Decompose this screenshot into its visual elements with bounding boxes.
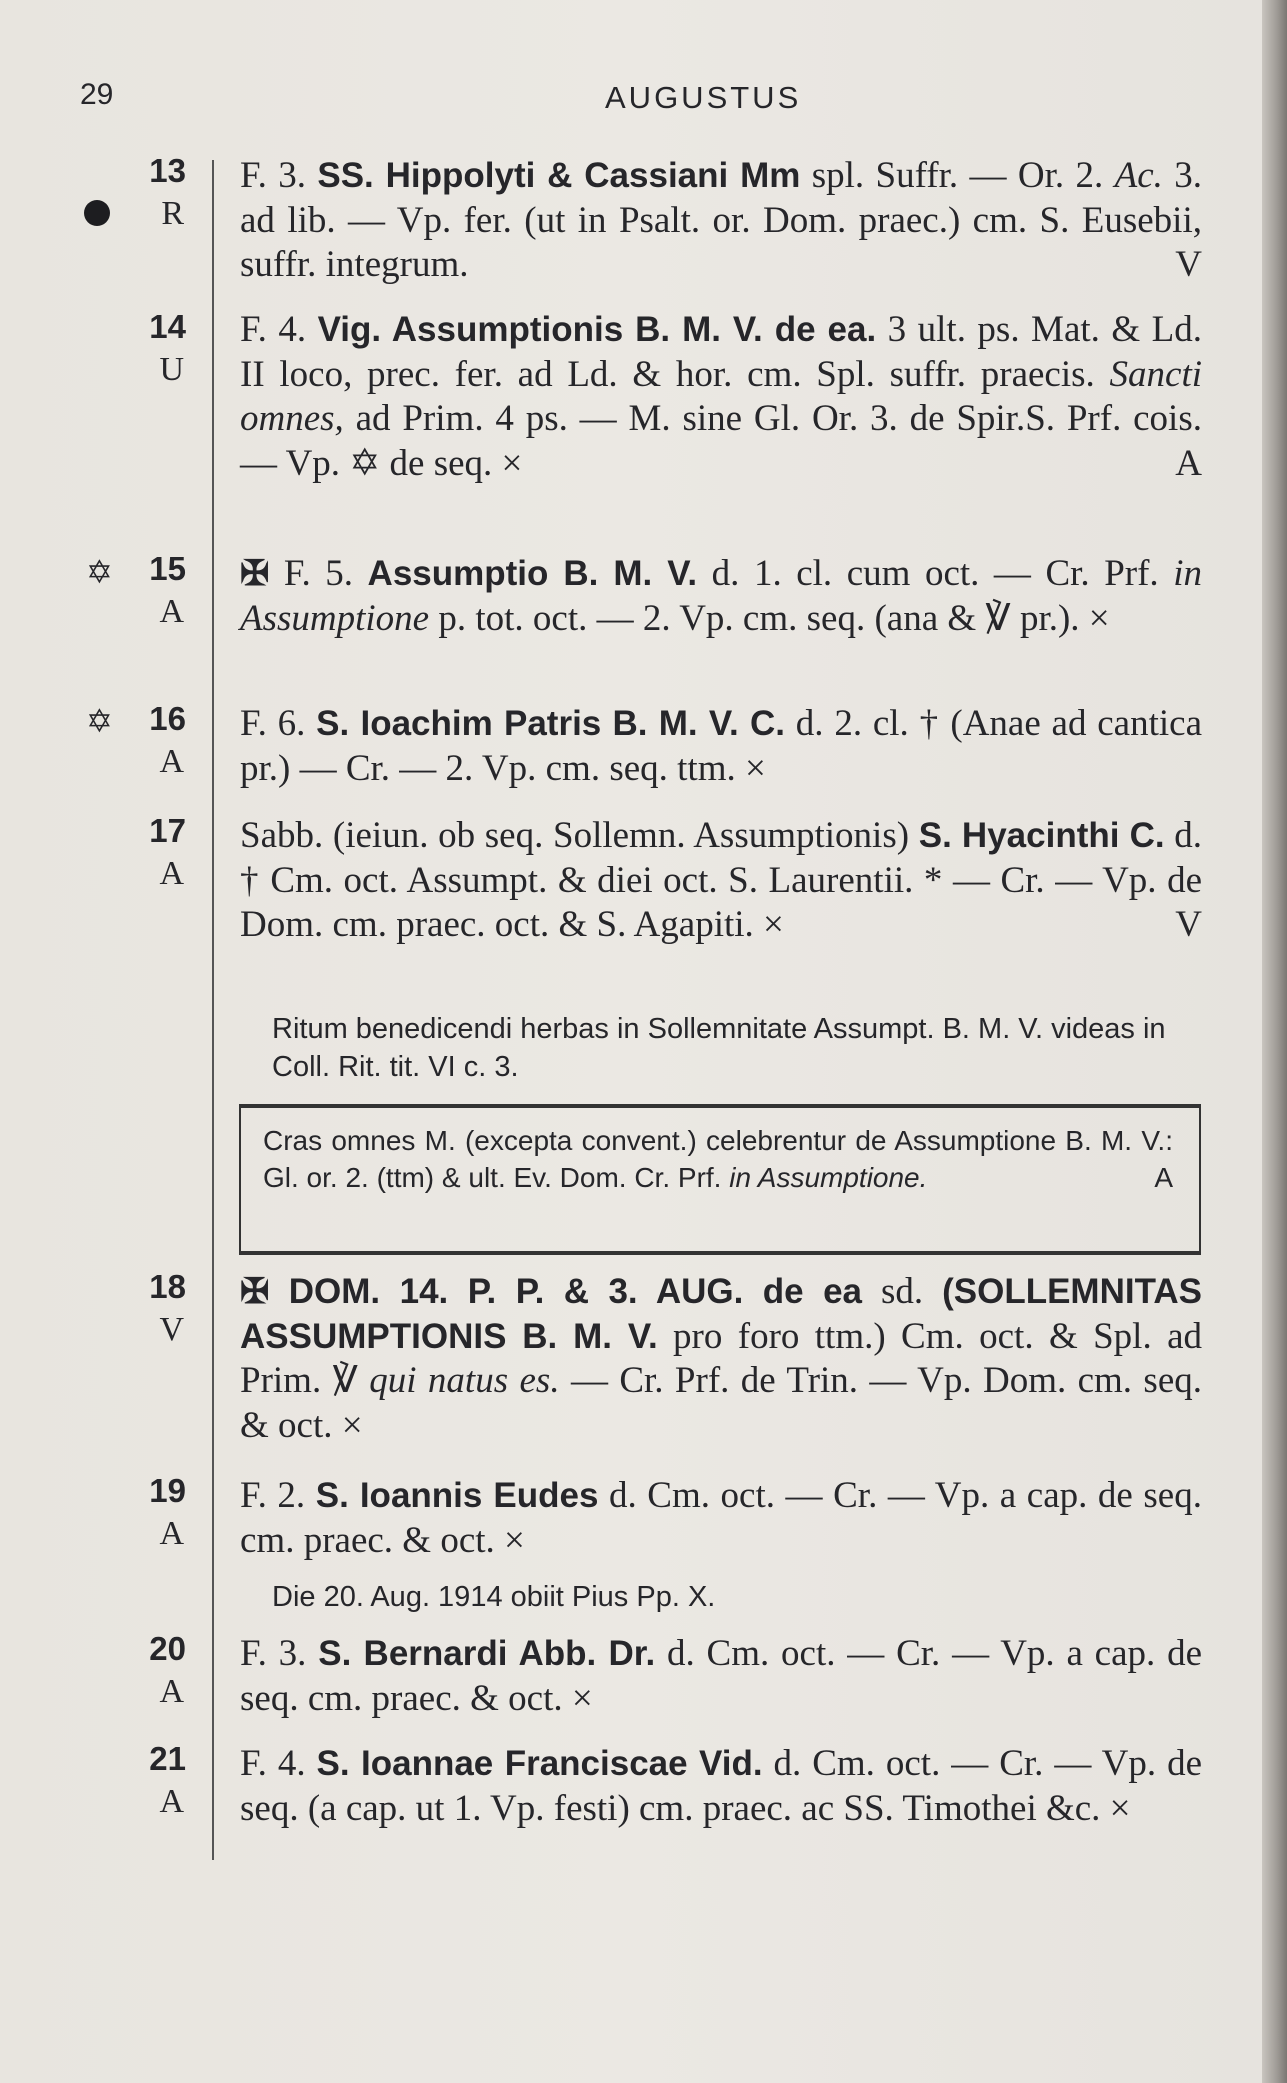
day-number: 14 (149, 308, 186, 345)
book-spine-edge (1262, 0, 1287, 2083)
day-number: 20 (149, 1630, 186, 1667)
cross-icon: ✠ (240, 554, 270, 593)
day-letter: A (159, 743, 184, 780)
day-number: 15 (149, 550, 186, 587)
entry-15: ✠ F. 5. Assumptio B. M. V. d. 1. cl. cum oct. — Cr. Prf. in Assumptione p. tot. oct. — 2. Vp. cm. seq. (ana & ℣ pr.). × (240, 553, 1202, 639)
entry-16: F. 6. S. Ioachim Patris B. M. V. C. d. 2. cl. † (Anae ad cantica pr.) — Cr. — 2. Vp. cm. seq. ttm. × (240, 703, 1202, 789)
star-of-david-icon: ✡ (86, 554, 113, 590)
day-number: 16 (149, 700, 186, 737)
notice-box (239, 1104, 1201, 1255)
entry-14: F. 4. Vig. Assumptionis B. M. V. de ea. 3 ult. ps. Mat. & Ld. II loco, prec. fer. ad Ld. & hor. cm. Spl. suffr. praecis. Sancti omnes, ad Prim. 4 ps. — M. sine Gl. Or. 3. de Spir.S. Prf. cois. — Vp. ✡ de seq. × A (240, 308, 1202, 486)
day-letter: A (159, 855, 184, 892)
rite-letter: V (1175, 904, 1202, 945)
day-letter: R (161, 195, 184, 232)
rite-letter: A (1175, 442, 1202, 484)
entry-13: F. 3. SS. Hippolyti & Cassiani Mm spl. Suffr. — Or. 2. Ac. 3. ad lib. — Vp. fer. (ut in Psalt. or. Dom. praec.) cm. S. Eusebii, suffr. integrum. V (240, 154, 1202, 288)
entry-20: F. 3. S. Bernardi Abb. Dr. d. Cm. oct. — Cr. — Vp. a cap. de seq. cm. praec. & oct. × (240, 1633, 1202, 1719)
entry-19: F. 2. S. Ioannis Eudes d. Cm. oct. — Cr. — Vp. a cap. de seq. cm. praec. & oct. × (240, 1475, 1202, 1561)
day-letter: V (159, 1311, 184, 1348)
note-herb-blessing: Ritum benedicendi herbas in Sollemnitate Assumpt. B. M. V. videas in Coll. Rit. tit. VI c. 3. (272, 1013, 1166, 1083)
day-number: 17 (149, 812, 186, 849)
rite-letter: V (1175, 244, 1202, 285)
day-letter: A (159, 1783, 184, 1820)
day-letter: A (159, 593, 184, 630)
day-number: 21 (149, 1740, 186, 1777)
day-letter: U (159, 351, 184, 388)
notice-text: Cras omnes M. (excepta convent.) celebrentur de Assumptione B. M. V.: Gl. or. 2. (ttm) & ult. Ev. Dom. Cr. Prf. in Assumptione. A (263, 1122, 1173, 1196)
day-letter: A (159, 1673, 184, 1710)
day-number: 19 (149, 1472, 186, 1509)
entry-17: Sabb. (ieiun. ob seq. Sollemn. Assumptionis) S. Hyacinthi C. d. † Cm. oct. Assumpt. & diei oct. S. Laurentii. * — Cr. — Vp. de Dom. cm. praec. oct. & S. Agapiti. × V (240, 814, 1202, 948)
new-moon-icon (84, 200, 110, 226)
day-number: 18 (149, 1268, 186, 1305)
day-number: 13 (149, 152, 186, 189)
star-of-david-icon: ✡ (86, 703, 113, 739)
cross-icon: ✠ (240, 1272, 270, 1311)
running-title: AUGUSTUS (605, 80, 802, 115)
column-rule (212, 160, 214, 1860)
rite-letter: A (1154, 1162, 1173, 1193)
entry-21: F. 4. S. Ioannae Franciscae Vid. d. Cm. oct. — Cr. — Vp. de seq. (a cap. ut 1. Vp. festi) cm. praec. ac SS. Timothei &c. × (240, 1743, 1203, 1829)
page-number: 29 (80, 78, 114, 111)
day-letter: A (159, 1515, 184, 1552)
note-pius-x: Die 20. Aug. 1914 obiit Pius Pp. X. (272, 1581, 716, 1613)
entry-18: ✠ DOM. 14. P. P. & 3. AUG. de ea sd. (SOLLEMNITAS ASSUMPTIONIS B. M. V. pro foro ttm.) Cm. oct. & Spl. ad Prim. ℣ qui natus es. — Cr. Prf. de Trin. — Vp. Dom. cm. seq. & oct. × (240, 1271, 1202, 1446)
